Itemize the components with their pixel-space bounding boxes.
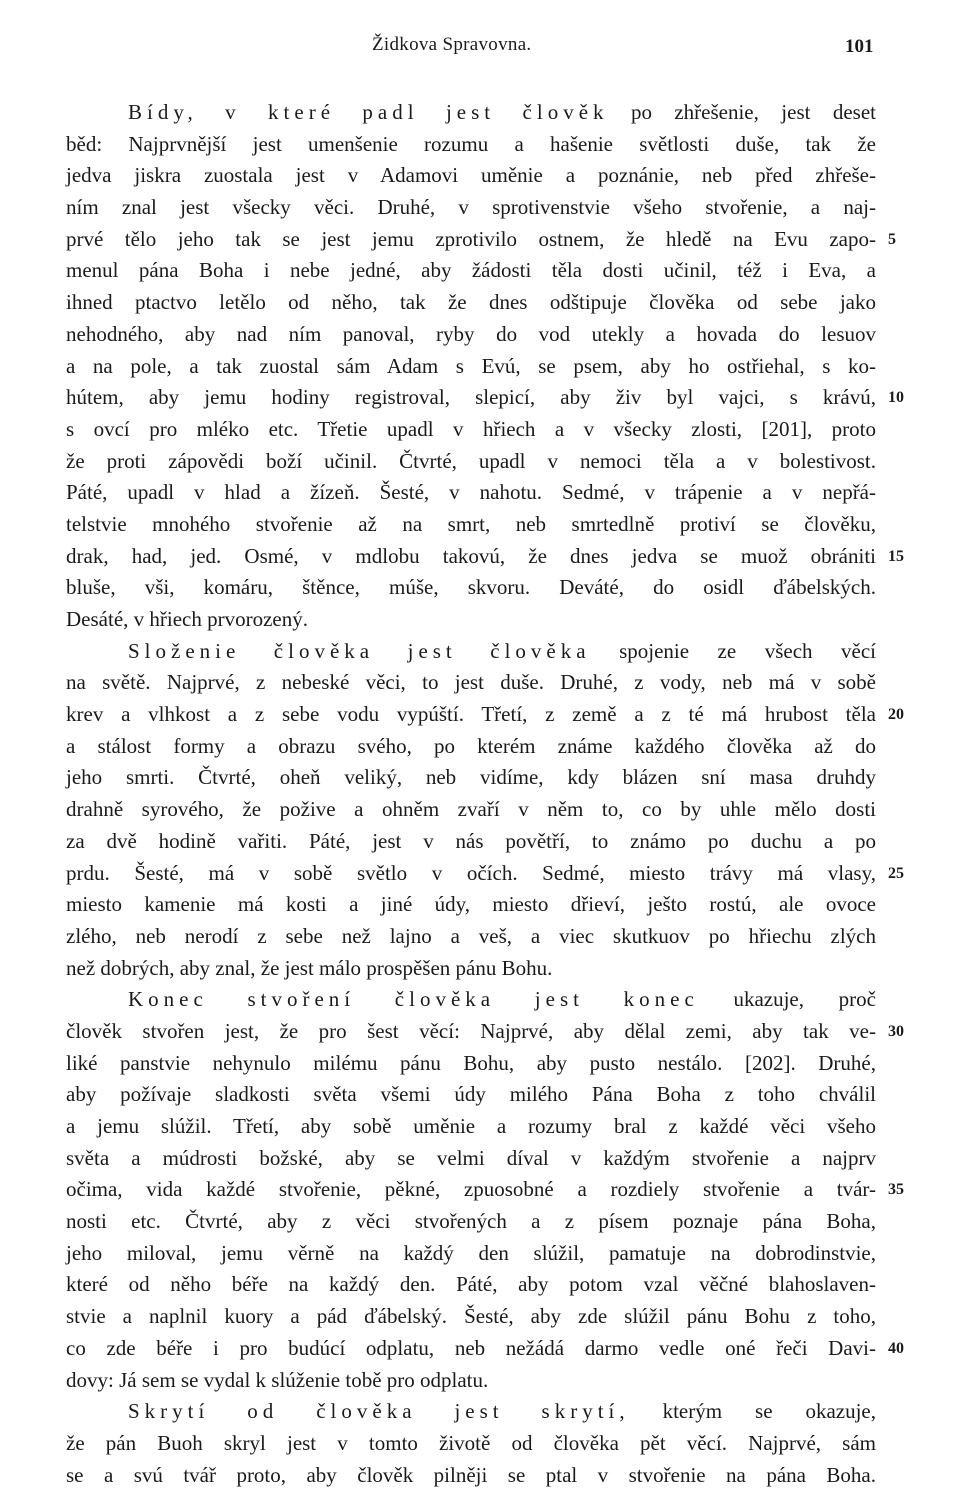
text-line-body: běd: Najprvnější jest umenšenie rozumu a hašenie světlosti duše, tak že [66, 131, 876, 156]
text-line-content [66, 1016, 876, 1048]
text-line [66, 1460, 876, 1491]
text-line [66, 1048, 876, 1080]
text-line-content [66, 1333, 876, 1365]
text-line [66, 604, 876, 636]
text-line-body: telstvie mnohého stvořenie až na smrt, neb smrtedlně protiví se člověku, [66, 511, 876, 536]
text-line-body: člověk stvořen jest, že pro šest věcí: Najprvé, aby dělal zemi, aby tak ve- [66, 1018, 876, 1043]
text-line-content [66, 921, 876, 953]
text-line-content [66, 1174, 876, 1206]
text-line-body: kterým se okazuje, [629, 1399, 876, 1424]
text-line [66, 255, 876, 287]
text-line-body: za dvě hodině vařiti. Páté, jest v nás povětří, to známo po duchu a po [66, 828, 876, 853]
text-line-body: co zde béře i pro budúcí odplatu, neb nežádá darmo vedle oné řeči Davi- [66, 1335, 876, 1360]
spaced-heading-phrase: Skrytí od člověka jest skrytí, [128, 1399, 630, 1424]
text-line-content [66, 446, 876, 478]
text-line-body: spojenie ze všech věcí [590, 638, 876, 663]
line-number: 15 [888, 547, 904, 565]
text-line-body: ihned ptactvo letělo od něho, tak že dnes odštipuje člověka od sebe jako [66, 290, 876, 315]
text-line-content [66, 1396, 876, 1428]
text-line-content [66, 192, 876, 224]
text-line-body: menul pána Boha i nebe jedné, aby žádosti těla dosti učinil, též i Eva, a [66, 258, 876, 283]
text-line-content [66, 667, 876, 699]
text-line-body: hútem, aby jemu hodiny registroval, slepicí, aby živ byl vajci, s krávú, [66, 385, 876, 410]
text-line [66, 1206, 876, 1238]
text-line-body: drahně syrového, že požive a ohněm zvaří v něm to, co by uhle mělo dosti [66, 797, 876, 822]
text-line-body: nosti etc. Čtvrté, aby z věci stvořených a z písem poznaje pána Boha, [66, 1209, 876, 1234]
text-line-content [66, 541, 876, 573]
text-line [66, 509, 876, 541]
text-line-body: že proti zápovědi boží učinil. Čtvrté, upadl v nemoci těla a v bolestivost. [66, 448, 876, 473]
text-line-content [66, 636, 876, 668]
text-line [66, 1111, 876, 1143]
text-line-body: bluše, vši, komáru, štěnce, múše, skvoru. Deváté, do osidl ďábelských. [66, 575, 876, 600]
text-line-body: a jemu slúžil. Třetí, aby sobě uměnie a rozumy bral z každé věci všeho [66, 1114, 876, 1138]
line-number: 20 [888, 706, 904, 724]
text-line-content [66, 572, 876, 604]
text-line-body: liké panstvie nehynulo milému pánu Bohu, aby pusto nestálo. [202]. Druhé, [66, 1050, 876, 1075]
text-line-content [66, 1238, 876, 1270]
text-line-content [66, 762, 876, 794]
text-line-content [66, 1143, 876, 1175]
body-text [66, 97, 904, 1491]
text-line [66, 1301, 876, 1333]
text-line-content [66, 97, 876, 129]
text-line-content [66, 319, 876, 351]
line-number: 40 [888, 1339, 904, 1357]
text-line-content [66, 794, 876, 826]
text-line-content [66, 129, 876, 161]
text-line-content [66, 1048, 876, 1080]
text-line-body: prdu. Šesté, má v sobě světlo v očích. Sedmé, miesto trávy má vlasy, [66, 860, 876, 885]
text-line-content [66, 382, 876, 414]
text-line-body: po zhřešenie, jest deset [608, 100, 876, 124]
text-line-body: nehodného, aby nad ním panoval, ryby do vod utekly a hovada do lesuov [66, 321, 876, 346]
text-line [66, 351, 876, 383]
text-line-content [66, 699, 876, 731]
text-line-content [66, 889, 876, 921]
text-line-body: Páté, upadl v hlad a žízeň. Šesté, v nahotu. Sedmé, v trápenie a v nepřá- [66, 480, 876, 505]
text-line [66, 541, 904, 573]
text-line-body: krev a vlhkost a z sebe vodu vypúští. Třetí, z země a z té má hrubost těla [66, 702, 876, 727]
text-line-body: ukazuje, proč [698, 987, 876, 1012]
text-line [66, 572, 876, 604]
text-line-content [66, 731, 876, 763]
text-line-content [66, 1269, 876, 1301]
text-line [66, 636, 876, 668]
text-line-body: očima, vida každé stvořenie, pěkné, zpuosobné a rozdiely stvořenie a tvár- [66, 1177, 876, 1202]
line-number: 10 [888, 389, 904, 407]
text-line-body: které od něho béře na každý den. Páté, aby potom vzal věčné blahoslaven- [66, 1272, 876, 1297]
text-line [66, 1016, 904, 1048]
text-line-content [66, 477, 876, 509]
text-line-body: Desáté, v hřiech prvorozený. [66, 607, 308, 631]
text-line-content [66, 1301, 876, 1333]
text-line-body: že pán Buoh skryl jest v tomto životě od člověka pět věcí. Najprvé, sám [66, 1430, 876, 1455]
text-line-body: s ovcí pro mléko etc. Třetie upadl v hřiech a v všecky zlosti, [201], proto [66, 416, 876, 441]
text-line-content [66, 1079, 876, 1111]
text-line [66, 858, 904, 890]
text-line-content [66, 160, 876, 192]
text-line-content [66, 604, 876, 636]
text-line-content [66, 255, 876, 287]
text-line-body: než dobrých, aby znal, že jest málo prospěšen pánu Bohu. [66, 955, 553, 980]
text-line-body: se a svú tvář proto, aby člověk pilněji se ptal v stvořenie na pána Boha. [66, 1462, 876, 1487]
text-line-content [66, 858, 876, 890]
text-line-body: drak, had, jed. Osmé, v mdlobu takovú, že dnes jedva se muož obrániti [66, 543, 876, 568]
line-number: 35 [888, 1181, 904, 1199]
text-line [66, 699, 904, 731]
text-line [66, 414, 876, 446]
text-line-body: světa a múdrosti božské, aby se velmi díval v každým stvořenie a najprv [66, 1145, 876, 1170]
text-line [66, 1238, 876, 1270]
text-line-body: miesto kamenie má kosti a jiné údy, miesto dřieví, ješto rostú, ale ovoce [66, 892, 876, 917]
page-number: 101 [845, 36, 874, 57]
text-line-body: a stálost formy a obrazu svého, po kterém známe každého člověka až do [66, 733, 876, 758]
text-line-body: dovy: Já sem se vydal k slúženie tobě pro odplatu. [66, 1367, 489, 1392]
text-line [66, 129, 876, 161]
text-line [66, 826, 876, 858]
text-line [66, 921, 876, 953]
text-line [66, 97, 876, 129]
text-line [66, 1079, 876, 1111]
text-line [66, 1365, 876, 1397]
text-line [66, 1143, 876, 1175]
text-line [66, 477, 876, 509]
text-line-body: stvie a naplnil kuory a pád ďábelský. Šesté, aby zde slúžil pánu Bohu z toho, [66, 1304, 876, 1329]
running-title: Židkova Spravovna. [372, 34, 532, 55]
text-line-content [66, 414, 876, 446]
text-line [66, 1396, 876, 1428]
text-line-content [66, 1206, 876, 1238]
text-line [66, 1428, 876, 1460]
text-line-content [66, 1111, 876, 1143]
text-line [66, 794, 876, 826]
text-line-body: jeho miloval, jemu věrně na každý den slúžil, pamatuje na dobrodinstvie, [66, 1240, 876, 1265]
text-line-content [66, 984, 876, 1016]
text-line-body: na světě. Najprvé, z nebeské věci, to jest duše. Druhé, z vody, neb má v sobě [66, 670, 876, 695]
text-line-content [66, 1428, 876, 1460]
text-line [66, 667, 876, 699]
text-line [66, 287, 876, 319]
line-number: 5 [888, 230, 896, 248]
text-line [66, 1333, 904, 1365]
text-line-content [66, 509, 876, 541]
spaced-heading-phrase: Konec stvoření člověka jest konec [128, 987, 699, 1012]
text-line-body: aby požívaje sladkosti světa všemi údy milého Pána Boha z toho chválil [66, 1082, 876, 1107]
text-line [66, 953, 876, 985]
text-line [66, 160, 876, 192]
text-line-content [66, 351, 876, 383]
text-line [66, 224, 896, 256]
text-line-body: ním znal jest všecky věci. Druhé, v sprotivenstvie všeho stvořenie, a naj- [66, 195, 876, 220]
text-line-body: prvé tělo jeho tak se jest jemu zprotivilo ostnem, že hledě na Evu zapo- [66, 226, 876, 251]
text-line-content [66, 224, 876, 256]
spaced-heading-phrase: Složenie člověka jest člověka [128, 638, 591, 663]
text-line-content [66, 1460, 876, 1491]
line-number: 30 [888, 1022, 904, 1040]
text-line [66, 1269, 876, 1301]
text-line-body: a na pole, a tak zuostal sám Adam s Evú, se psem, aby ho ostřiehal, s ko- [66, 353, 876, 378]
text-line [66, 446, 876, 478]
text-line [66, 192, 876, 224]
text-line [66, 319, 876, 351]
text-line-content [66, 953, 876, 985]
line-number: 25 [888, 864, 904, 882]
text-line [66, 731, 876, 763]
text-line-body: jeho smrti. Čtvrté, oheň veliký, neb vidíme, kdy blázen sní masa druhdy [66, 765, 876, 790]
text-line [66, 889, 876, 921]
text-line-content [66, 1365, 876, 1397]
text-line-body: zlého, neb nerodí z sebe než lajno a veš, a viec skutkuov po hřiechu zlých [66, 923, 876, 948]
text-line-content [66, 287, 876, 319]
text-line [66, 984, 876, 1016]
text-line [66, 382, 904, 414]
spaced-heading-phrase: Bídy, v které padl jest člověk [128, 100, 609, 124]
text-line [66, 1174, 904, 1206]
text-line-body: jedva jiskra zuostala jest v Adamovi uměnie a poznánie, neb před zhřeše- [66, 163, 876, 188]
text-line [66, 762, 876, 794]
text-line-content [66, 826, 876, 858]
